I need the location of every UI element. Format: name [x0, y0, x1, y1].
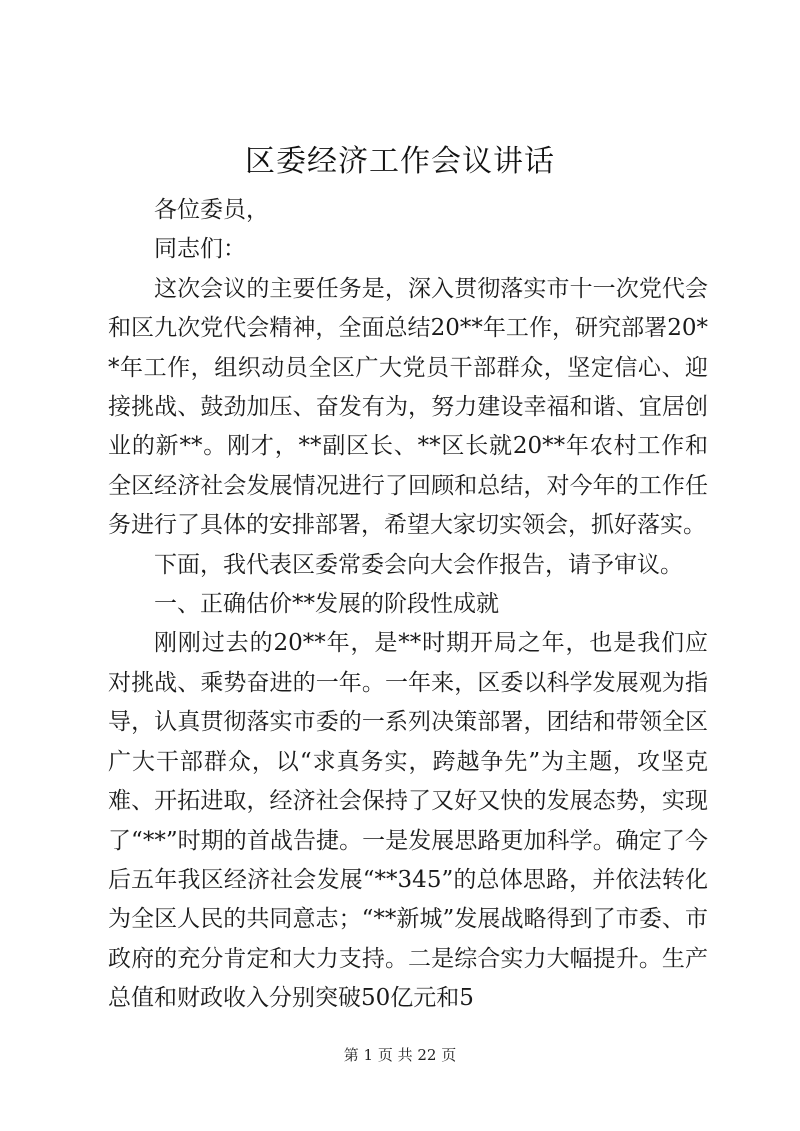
document-body	[108, 191, 708, 1019]
paragraph-report-intro: 下面，我代表区委常委会向大会作报告，请予审议。	[154, 551, 683, 578]
paragraph-meeting-tasks: 这次会议的主要任务是，深入贯彻落实市十一次党代会和区九次党代会精神，全面总结20**年工作，研究部署20**年工作，组织动员全区广大党员干部群众，坚定信心、迎接挑战、鼓劲加压、奋发有为，努力建设幸福和谐、宜居创业的新**。刚才，**副区长、**区长就20**年农村工作和全区经济社会发展情况进行了回顾和总结，对今年的工作任务进行了具体的安排部署，希望大家切实领会，抓好落实。	[108, 275, 708, 539]
paragraph-salutation-comrades: 同志们：	[154, 236, 246, 263]
section-heading-1: 一、正确估价**发展的阶段性成就	[154, 591, 499, 618]
paragraph-achievements: 刚刚过去的20**年，是**时期开局之年，也是我们应对挑战、乘势奋进的一年。一年来，区委以科学发展观为指导，认真贯彻落实市委的一系列决策部署，团结和带领全区广大干部群众，以“求真务实，跨越争先”为主题，攻坚克难、开拓进取，经济社会保持了又好又快的发展态势，实现了“**”时期的首战告捷。一是发展思路更加科学。确定了今后五年我区经济社会发展“**345”的总体思路，并依法转化为全区人民的共同意志；“**新城”发展战略得到了市委、市政府的充分肯定和大力支持。二是综合实力大幅提升。生产总值和财政收入分别突破50亿元和5	[108, 630, 708, 1012]
document-title: 区委经济工作会议讲话	[245, 144, 555, 179]
page-number-footer: 第 1 页 共 22 页	[343, 1046, 457, 1064]
paragraph-salutation-members: 各位委员，	[154, 197, 269, 223]
